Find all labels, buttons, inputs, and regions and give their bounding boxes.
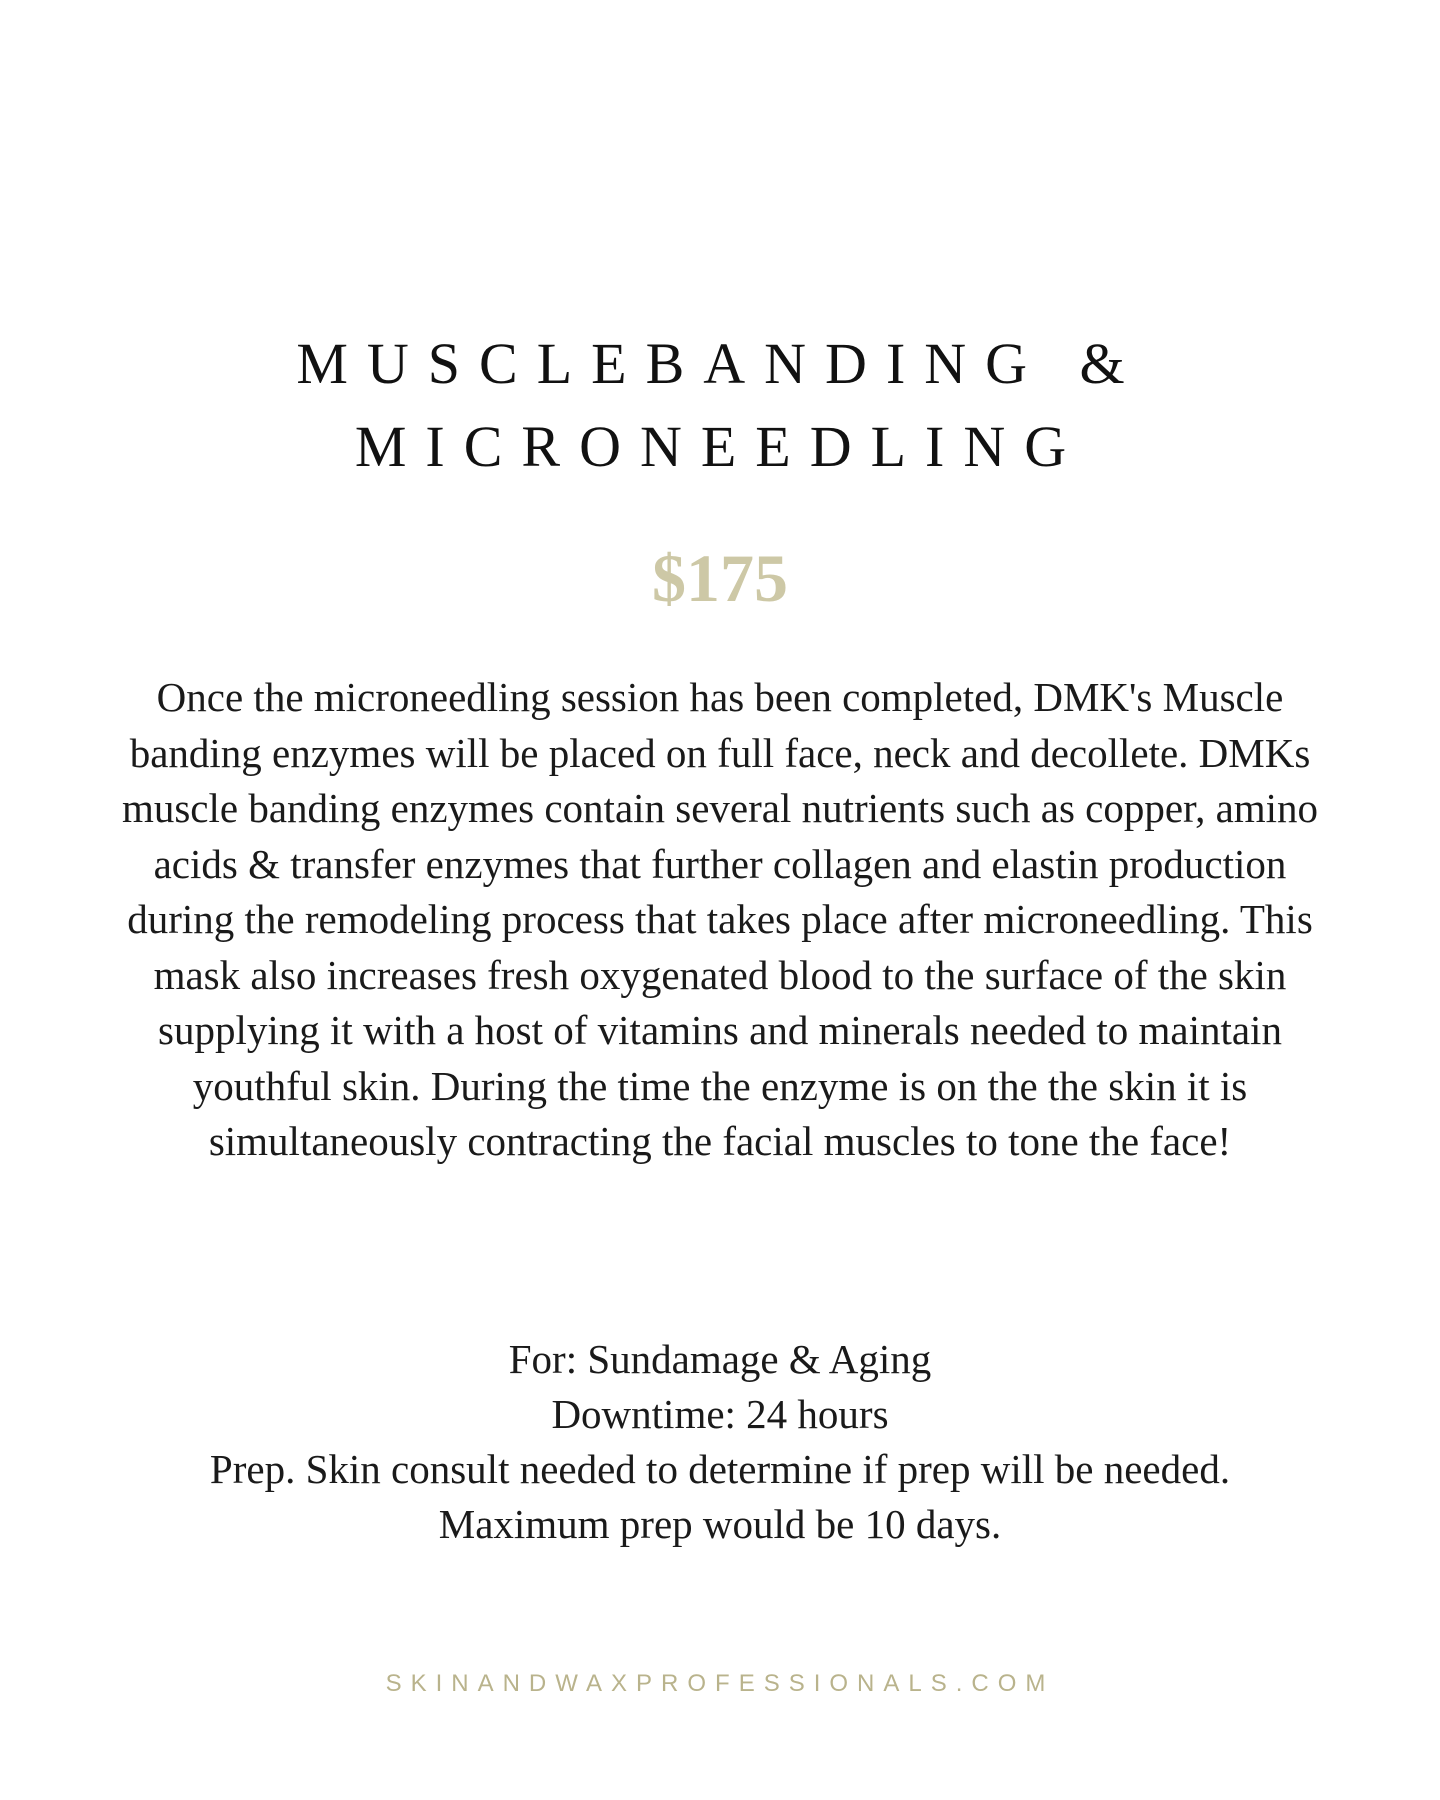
- detail-max-prep: Maximum prep would be 10 days.: [438, 1501, 1002, 1547]
- website-url: SKINANDWAXPROFESSIONALS.COM: [385, 1670, 1055, 1697]
- service-details: [100, 1332, 1340, 1552]
- service-title-line-2: MICRONEEDLING: [354, 414, 1086, 479]
- detail-for: For: Sundamage & Aging: [508, 1336, 932, 1382]
- service-title: [0, 322, 1440, 488]
- service-price: $175: [652, 540, 788, 616]
- description-paragraph: Once the microneedling session has been completed, DMK's Muscle banding enzymes will be placed on full face, neck and decollete. DMKs muscle banding enzymes contain several nutrients such as copper, amino acids & transfer enzymes that further collagen and elastin production during the remodeling process that takes place after microneedling. This mask also increases fresh oxygenated blood to the surface of the skin supplying it with a host of vitamins and minerals needed to maintain youthful skin. During the time the enzyme is on the the skin it is simultaneously contracting the facial muscles to tone the face!: [121, 674, 1319, 1164]
- detail-prep: Prep. Skin consult needed to determine if prep will be needed.: [209, 1446, 1231, 1492]
- service-description: [100, 670, 1340, 1170]
- detail-downtime: Downtime: 24 hours: [551, 1391, 889, 1437]
- service-title-line-1: MUSCLEBANDING &: [296, 331, 1144, 396]
